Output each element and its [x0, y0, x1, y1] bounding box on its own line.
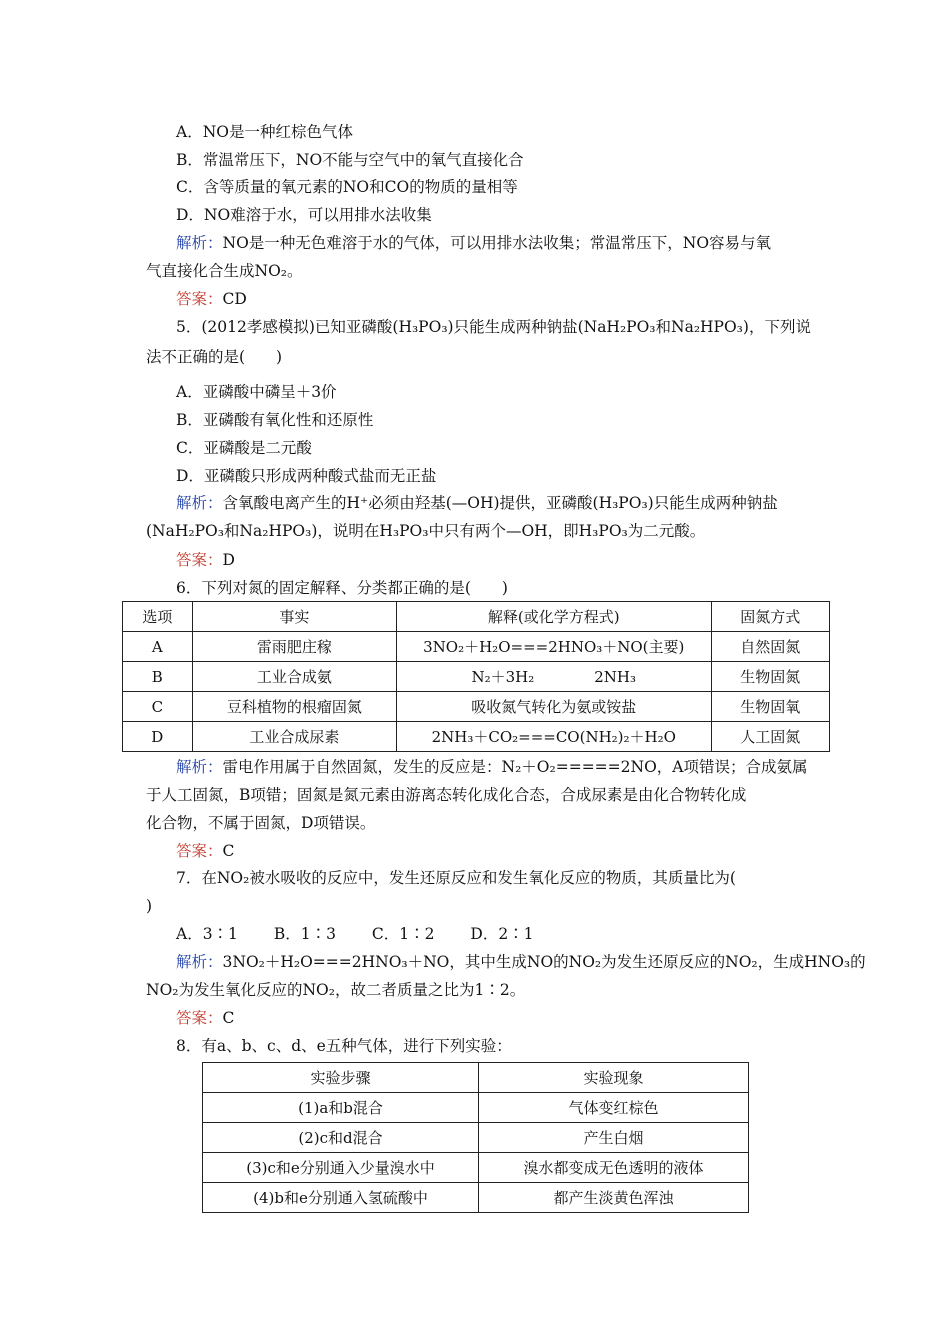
table-cell: 人工固氮 — [711, 722, 829, 752]
table-row — [203, 1153, 749, 1183]
table-header-cell: 选项 — [123, 602, 193, 632]
table-row — [123, 722, 830, 752]
explanation-text: 含氧酸电离产生的H⁺必须由羟基(—OH)提供，亚磷酸(H₃PO₃)只能生成两种钠盐 — [222, 494, 778, 512]
table-cell: 气体变红棕色 — [479, 1093, 749, 1123]
answer-value: C — [222, 1009, 235, 1027]
q7-options: A．3∶1 B．1∶3 C．1∶2 D．2∶1 — [176, 925, 534, 943]
explanation-label: 解析： — [176, 953, 223, 971]
q8-table — [202, 1062, 749, 1213]
table-cell: 生物固氧 — [711, 692, 829, 722]
table-row — [203, 1123, 749, 1153]
table-cell: 产生白烟 — [479, 1123, 749, 1153]
q7-answer — [176, 1008, 234, 1028]
q6-explanation-cont: 于人工固氮，B项错；固氮是氮元素由游离态转化成化合态，合成尿素是由化合物转化成 — [146, 786, 747, 804]
table-cell: 工业合成氨 — [192, 662, 396, 692]
q4-explanation — [176, 233, 771, 253]
table-cell: (3)c和e分别通入少量溴水中 — [203, 1153, 479, 1183]
q8-stem: 8．有a、b、c、d、e五种气体，进行下列实验： — [176, 1037, 512, 1055]
q4-option-a: A．NO是一种红棕色气体 — [176, 123, 353, 141]
table-cell: 都产生淡黄色浑浊 — [479, 1183, 749, 1213]
table-header-cell: 解释(或化学方程式) — [397, 602, 712, 632]
q4-explanation-cont: 气直接化合生成NO₂。 — [146, 262, 303, 280]
table-row — [203, 1183, 749, 1213]
answer-value: CD — [222, 290, 247, 308]
q5-option-c: C．亚磷酸是二元酸 — [176, 439, 312, 457]
answer-label: 答案： — [176, 290, 223, 308]
q7-stem: 7．在NO₂被水吸收的反应中，发生还原反应和发生氧化反应的物质，其质量比为( — [176, 869, 736, 887]
answer-label: 答案： — [176, 1009, 223, 1027]
table-cell: 工业合成尿素 — [192, 722, 396, 752]
table-header-cell: 实验现象 — [479, 1063, 749, 1093]
q6-stem: 6．下列对氮的固定解释、分类都正确的是( ) — [176, 579, 508, 597]
table-cell: (2)c和d混合 — [203, 1123, 479, 1153]
explanation-text: NO是一种无色难溶于水的气体，可以用排水法收集；常温常压下，NO容易与氧 — [222, 234, 772, 252]
q5-answer — [176, 550, 235, 570]
q7-explanation-cont: NO₂为发生氧化反应的NO₂，故二者质量之比为1∶2。 — [146, 981, 526, 999]
table-cell: A — [123, 632, 193, 662]
table-cell: N₂＋3H₂ 2NH₃ — [397, 662, 712, 692]
table-cell: D — [123, 722, 193, 752]
q7-explanation — [176, 952, 866, 972]
table-header-cell: 实验步骤 — [203, 1063, 479, 1093]
table-cell: B — [123, 662, 193, 692]
q5-stem-cont: 法不正确的是( ) — [146, 348, 283, 366]
q5-explanation — [176, 493, 778, 513]
table-row — [123, 632, 830, 662]
explanation-text: 3NO₂＋H₂O===2HNO₃＋NO，其中生成NO的NO₂为发生还原反应的NO₂，生成HNO₃的 — [222, 953, 866, 971]
q6-explanation-cont: 化合物，不属于固氮，D项错误。 — [146, 814, 376, 832]
table-cell: 自然固氮 — [711, 632, 829, 662]
answer-label: 答案： — [176, 842, 223, 860]
q7-stem-cont: ) — [146, 897, 153, 915]
table-cell: C — [123, 692, 193, 722]
table-cell: 吸收氮气转化为氨或铵盐 — [397, 692, 712, 722]
table-header-cell: 固氮方式 — [711, 602, 829, 632]
table-cell: (4)b和e分别通入氢硫酸中 — [203, 1183, 479, 1213]
table-cell: 溴水都变成无色透明的液体 — [479, 1153, 749, 1183]
explanation-label: 解析： — [176, 234, 223, 252]
q4-answer — [176, 289, 247, 309]
answer-label: 答案： — [176, 551, 223, 569]
q6-table — [122, 601, 830, 752]
q5-stem: 5．(2012孝感模拟)已知亚磷酸(H₃PO₃)只能生成两种钠盐(NaH₂PO₃和Na₂HPO₃)，下列说 — [176, 318, 811, 336]
table-cell: 豆科植物的根瘤固氮 — [192, 692, 396, 722]
explanation-text: 雷电作用属于自然固氮，发生的反应是：N₂＋O₂=====2NO，A项错误；合成氨属 — [222, 758, 808, 776]
q4-option-c: C．含等质量的氧元素的NO和CO的物质的量相等 — [176, 178, 518, 196]
q6-answer — [176, 841, 234, 861]
explanation-label: 解析： — [176, 494, 223, 512]
table-cell: 雷雨肥庄稼 — [192, 632, 396, 662]
q4-option-b: B．常温常压下，NO不能与空气中的氧气直接化合 — [176, 151, 524, 169]
q5-option-a: A．亚磷酸中磷呈＋3价 — [176, 383, 337, 401]
table-cell: 生物固氮 — [711, 662, 829, 692]
table-cell: 2NH₃＋CO₂===CO(NH₂)₂＋H₂O — [397, 722, 712, 752]
table-row — [123, 692, 830, 722]
table-header-row — [123, 602, 830, 632]
table-header-cell: 事实 — [192, 602, 396, 632]
table-row — [123, 662, 830, 692]
answer-value: D — [222, 551, 235, 569]
q5-explanation-cont: (NaH₂PO₃和Na₂HPO₃)，说明在H₃PO₃中只有两个—OH，即H₃PO₃为二元酸。 — [146, 522, 706, 540]
q6-explanation — [176, 757, 807, 777]
q5-option-d: D．亚磷酸只形成两种酸式盐而无正盐 — [176, 467, 437, 485]
table-cell: (1)a和b混合 — [203, 1093, 479, 1123]
table-cell: 3NO₂＋H₂O===2HNO₃＋NO(主要) — [397, 632, 712, 662]
table-header-row — [203, 1063, 749, 1093]
answer-value: C — [222, 842, 235, 860]
q5-option-b: B．亚磷酸有氧化性和还原性 — [176, 411, 374, 429]
table-row — [203, 1093, 749, 1123]
explanation-label: 解析： — [176, 758, 223, 776]
q4-option-d: D．NO难溶于水，可以用排水法收集 — [176, 206, 432, 224]
